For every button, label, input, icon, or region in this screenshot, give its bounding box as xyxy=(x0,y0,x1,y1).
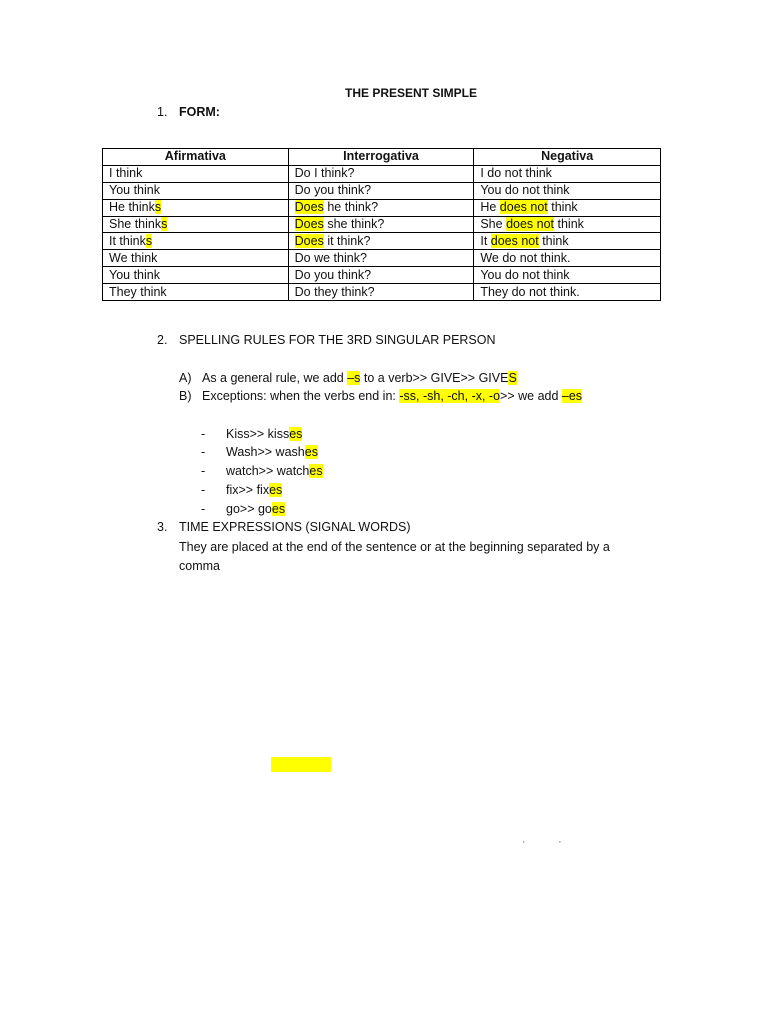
example-text: fix>> fix xyxy=(226,483,270,497)
cell-interrogativa xyxy=(288,250,474,267)
cell-negativa xyxy=(474,165,661,182)
cell-text: We think xyxy=(109,250,158,265)
cell-interrogativa xyxy=(288,233,474,250)
header-interrogativa: Interrogativa xyxy=(288,149,474,166)
section-title: SPELLING RULES FOR THE 3RD SINGULAR PERSON xyxy=(179,333,496,347)
cell-text: He think xyxy=(109,200,155,215)
highlighted-auxiliary: Does xyxy=(294,200,324,215)
section-number: 1. xyxy=(157,105,168,119)
cell-text: he think? xyxy=(323,200,379,215)
cell-interrogativa xyxy=(288,165,474,182)
rule-marker: B) xyxy=(179,389,192,403)
cell-negativa xyxy=(474,199,661,216)
cell-negativa xyxy=(474,250,661,267)
bullet-dash: - xyxy=(201,502,206,516)
table-row xyxy=(103,216,661,233)
cell-text: Do you think? xyxy=(294,267,372,282)
cell-text: think xyxy=(554,217,584,231)
highlighted-suffix: es xyxy=(269,483,283,497)
table-row xyxy=(103,182,661,199)
section-number: 3. xyxy=(157,520,168,534)
example-item xyxy=(201,427,302,441)
cell-afirmativa xyxy=(103,233,289,250)
conjugation-table xyxy=(102,148,661,301)
cell-afirmativa xyxy=(103,267,289,284)
example-item xyxy=(201,483,282,497)
highlighted-suffix: es xyxy=(271,502,286,516)
stray-mark: ’ xyxy=(559,840,561,849)
cell-text: Do I think? xyxy=(294,166,355,181)
rule-text: >> we add xyxy=(500,389,562,403)
highlighted-suffix: s xyxy=(161,217,168,231)
cell-text: it think? xyxy=(323,233,371,248)
bullet-dash: - xyxy=(201,483,206,497)
cell-text: They do not think. xyxy=(480,284,580,299)
highlighted-suffix: es xyxy=(304,445,318,459)
section-3-body-line-1: They are placed at the end of the sentence or at the beginning separated by a xyxy=(179,540,610,554)
cell-text: I do not think xyxy=(480,166,552,181)
cell-negativa xyxy=(474,267,661,284)
cell-afirmativa xyxy=(103,199,289,216)
section-title: FORM: xyxy=(179,105,220,119)
cell-interrogativa xyxy=(288,267,474,284)
page-title: THE PRESENT SIMPLE xyxy=(345,86,478,100)
table-row xyxy=(103,199,661,216)
cell-afirmativa xyxy=(103,165,289,182)
cell-text: You think xyxy=(109,267,160,282)
cell-interrogativa xyxy=(288,182,474,199)
cell-text: He xyxy=(480,200,500,215)
cell-text: She xyxy=(480,217,507,231)
highlighted-suffix: s xyxy=(154,200,162,215)
cell-text: It think xyxy=(109,233,146,248)
cell-afirmativa xyxy=(103,250,289,267)
rule-text: to a verb>> GIVE>> GIVE xyxy=(360,371,509,385)
cell-text: she think? xyxy=(323,217,385,231)
table-row xyxy=(103,233,661,250)
section-1-heading xyxy=(157,105,220,119)
section-title: TIME EXPRESSIONS (SIGNAL WORDS) xyxy=(179,520,411,534)
cell-text: It xyxy=(480,233,491,248)
cell-text: think xyxy=(547,200,578,215)
example-text: Wash>> wash xyxy=(226,445,305,459)
cell-negativa xyxy=(474,233,661,250)
rule-text: Exceptions: when the verbs end in: xyxy=(202,389,400,403)
table-row xyxy=(103,165,661,182)
highlighted-negation: does not xyxy=(499,200,548,215)
cell-interrogativa xyxy=(288,216,474,233)
cell-text: You do not think xyxy=(480,183,570,198)
cell-interrogativa xyxy=(288,284,474,301)
highlighted-suffix: s xyxy=(145,233,153,248)
bullet-dash: - xyxy=(201,427,206,441)
example-text: watch>> watch xyxy=(226,464,310,478)
highlighted-negation: does not xyxy=(490,233,539,248)
example-text: go>> go xyxy=(226,502,272,516)
cell-text: They think xyxy=(109,284,167,299)
cell-text: We do not think. xyxy=(480,250,571,265)
section-number: 2. xyxy=(157,333,168,347)
example-item xyxy=(201,445,318,459)
highlighted-suffix: –s xyxy=(347,371,361,385)
header-negativa: Negativa xyxy=(474,149,661,166)
rule-b xyxy=(179,389,582,403)
cell-negativa xyxy=(474,284,661,301)
highlighted-suffix: S xyxy=(508,371,517,385)
rule-a xyxy=(179,371,517,385)
table-row xyxy=(103,284,661,301)
example-item xyxy=(201,464,323,478)
header-afirmativa: Afirmativa xyxy=(103,149,289,166)
cell-text: You think xyxy=(109,183,160,198)
table-header-row xyxy=(103,149,661,166)
highlighted-negation: does not xyxy=(506,217,555,231)
cell-afirmativa xyxy=(103,182,289,199)
highlighted-suffix: es xyxy=(309,464,323,478)
highlighted-endings: -ss, -sh, -ch, -x, -o xyxy=(399,389,501,403)
cell-text: I think xyxy=(109,166,143,181)
rule-text: As a general rule, we add xyxy=(202,371,348,385)
section-2-heading xyxy=(157,333,496,347)
section-3-heading xyxy=(157,520,411,534)
cell-text: She think xyxy=(109,217,162,231)
highlighted-suffix: es xyxy=(289,427,303,441)
table-row xyxy=(103,267,661,284)
rule-marker: A) xyxy=(179,371,192,385)
cell-text: Do they think? xyxy=(294,284,375,299)
cell-text: think xyxy=(538,233,569,248)
example-text: Kiss>> kiss xyxy=(226,427,290,441)
cell-text: You do not think xyxy=(480,267,570,282)
bullet-dash: - xyxy=(201,464,206,478)
cell-text: Do you think? xyxy=(294,183,372,198)
highlighted-auxiliary: Does xyxy=(294,217,324,231)
highlighted-suffix: –es xyxy=(561,389,583,403)
example-item xyxy=(201,502,285,516)
stray-mark: ‘ xyxy=(523,840,525,849)
cell-interrogativa xyxy=(288,199,474,216)
cell-negativa xyxy=(474,182,661,199)
cell-text: Do we think? xyxy=(294,250,367,265)
bullet-dash: - xyxy=(201,445,206,459)
cell-afirmativa xyxy=(103,284,289,301)
cell-negativa xyxy=(474,216,661,233)
cell-afirmativa xyxy=(103,216,289,233)
table-row xyxy=(103,250,661,267)
highlighted-auxiliary: Does xyxy=(294,233,324,248)
highlight-mark xyxy=(271,757,331,772)
section-3-body-line-2: comma xyxy=(179,559,220,573)
